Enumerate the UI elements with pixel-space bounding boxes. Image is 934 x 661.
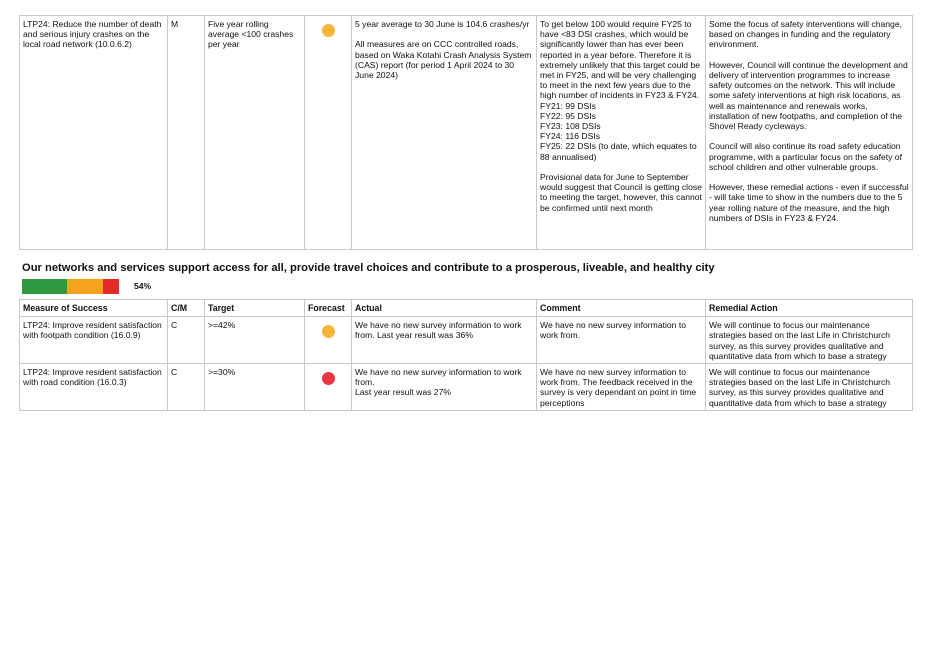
table-header-row <box>20 300 913 317</box>
section-title: Our networks and services support access for all, provide travel choices and contribute to a prosperous, liveable, and healthy city <box>22 262 715 274</box>
cm-cell: M <box>168 16 205 250</box>
target-cell: Five year rolling average <100 crashes per year <box>205 16 305 250</box>
header-comment: Comment <box>537 300 706 317</box>
actual-cell: 5 year average to 30 June is 104.6 crashes/yr All measures are on CCC controlled roads, based on Waka Kotahi Crash Analysis System (CAS) report (for period 1 April 2024 to 30 June 2024) <box>352 16 537 250</box>
table-row <box>20 317 913 364</box>
forecast-cell <box>305 364 352 411</box>
forecast-amber-icon <box>322 24 335 37</box>
top-measure-table <box>19 15 913 250</box>
target-cell: >=30% <box>205 364 305 411</box>
comment-cell: We have no new survey information to work from. <box>537 317 706 364</box>
header-measure: Measure of Success <box>20 300 168 317</box>
cm-cell: C <box>168 364 205 411</box>
progress-percent: 54% <box>134 281 152 291</box>
measure-cell: LTP24: Reduce the number of death and serious injury crashes on the local road network (10.0.6.2) <box>20 16 168 250</box>
measure-cell: LTP24: Improve resident satisfaction with footpath condition (16.0.9) <box>20 317 168 364</box>
remedial-cell: Some the focus of safety interventions will change, based on changes in funding and the regulatory environment. However, Council will continue the development and delivery of intervention programmes to increase safety outcomes on the network. This will include some safety interventions at high risk locations, as well as maintenance and renewals works, installation of new footpaths, and completion of the Shovel Ready cycleways. Council will also continue its road safety education programme, with a particular focus on the safety of school children and other vulnerable groups. However, these remedial actions - even if successful - will take time to show in the numbers due to the 5 year rolling nature of the measure, and the high numbers of DSIs in FY23 & FY24. <box>706 16 913 250</box>
table-row <box>20 364 913 411</box>
remedial-cell: We will continue to focus our maintenance strategies based on the last Life in Christchurch survey, as this survey provides qualitative and quantitative data from which to base a strategy <box>706 317 913 364</box>
actual-cell: We have no new survey information to work from. Last year result was 27% <box>352 364 537 411</box>
progress-green-segment <box>22 279 67 294</box>
header-actual: Actual <box>352 300 537 317</box>
target-cell: >=42% <box>205 317 305 364</box>
progress-bar <box>22 279 119 294</box>
forecast-cell <box>305 16 352 250</box>
forecast-red-icon <box>322 372 335 385</box>
progress-orange-segment <box>67 279 103 294</box>
progress-red-segment <box>103 279 119 294</box>
forecast-amber-icon <box>322 325 335 338</box>
remedial-cell: We will continue to focus our maintenance strategies based on the last Life in Christchurch survey, as this survey provides qualitative and quantitative data from which to base a strategy <box>706 364 913 411</box>
header-target: Target <box>205 300 305 317</box>
forecast-cell <box>305 317 352 364</box>
header-cm: C/M <box>168 300 205 317</box>
comment-cell: We have no new survey information to work from. The feedback received in the survey is very dependant on point in time perceptions <box>537 364 706 411</box>
measure-cell: LTP24: Improve resident satisfaction with road condition (16.0.3) <box>20 364 168 411</box>
table-row <box>20 16 913 250</box>
cm-cell: C <box>168 317 205 364</box>
header-remedial: Remedial Action <box>706 300 913 317</box>
comment-cell: To get below 100 would require FY25 to have <83 DSI crashes, which would be significantly lower than has ever been reported in a year before. Therefore it is extremely unlikely that this target could be met in FY25, and will be very challenging to meet in the next few years due to the high number of incidents in FY23 & FY24. FY21: 99 DSIs FY22: 95 DSIs FY23: 108 DSIs FY24: 116 DSIs FY25: 22 DSIs (to date, which equates to 88 annualised) Provisional data for June to September would suggest that Council is getting close to meeting the target, however, this cannot be confirmed until next month <box>537 16 706 250</box>
actual-cell: We have no new survey information to work from. Last year result was 36% <box>352 317 537 364</box>
measures-table <box>19 299 913 411</box>
header-forecast: Forecast <box>305 300 352 317</box>
